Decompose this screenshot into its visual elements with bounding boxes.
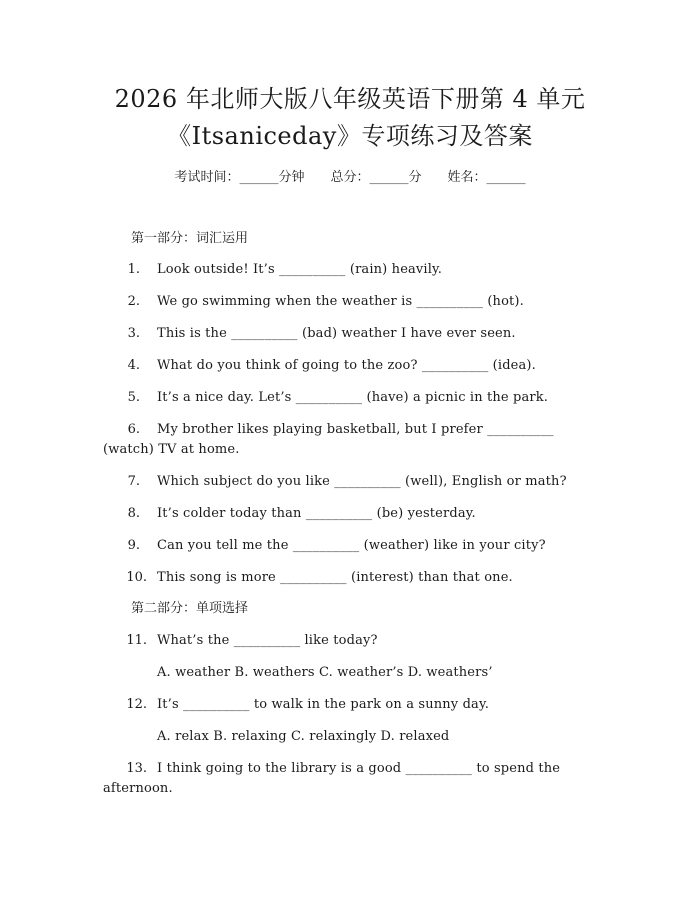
- question-number: 1.: [127, 262, 140, 277]
- exam-name: 姓名：______: [447, 170, 526, 185]
- question-text: What’s the __________ like today?: [157, 633, 378, 648]
- question-text: We go swimming when the weather is __________ (hot).: [157, 294, 524, 309]
- exam-meta: [0, 168, 700, 188]
- question-text: It’s a nice day. Let’s __________ (have) a picnic in the park.: [157, 390, 549, 405]
- question-text: It’s colder today than __________ (be) yesterday.: [157, 506, 476, 521]
- question-options: A. relax B. relaxing C. relaxingly D. relaxed: [157, 729, 450, 744]
- question-number: 3.: [127, 326, 140, 341]
- question-text: Which subject do you like __________ (well), English or math?: [157, 474, 567, 489]
- question-continuation: afternoon.: [103, 781, 173, 796]
- question-text: This is the __________ (bad) weather I have ever seen.: [157, 326, 516, 341]
- question-number: 9.: [127, 538, 140, 553]
- question-text: What do you think of going to the zoo? __________ (idea).: [157, 358, 536, 373]
- question-text: Can you tell me the __________ (weather) like in your city?: [157, 538, 546, 553]
- question-number: 8.: [127, 506, 140, 521]
- question-number: 2.: [127, 294, 140, 309]
- question-number: 4.: [127, 358, 140, 373]
- question-number: 6.: [127, 422, 140, 437]
- question-number: 7.: [127, 474, 140, 489]
- question-number: 11.: [126, 633, 147, 648]
- exam-score: 总分：______分: [330, 170, 422, 185]
- question-text: It’s __________ to walk in the park on a sunny day.: [157, 697, 489, 712]
- document-title-line1: 2026 年北师大版八年级英语下册第 4 单元: [114, 85, 586, 113]
- question-number: 13.: [126, 761, 147, 776]
- question-number: 10.: [126, 570, 147, 585]
- question-text: This song is more __________ (interest) than that one.: [157, 570, 513, 585]
- question-number: 12.: [126, 697, 147, 712]
- exam-time: 考试时间：______分钟: [174, 170, 305, 185]
- question-text: Look outside! It’s __________ (rain) heavily.: [157, 262, 443, 277]
- question-text: My brother likes playing basketball, but I prefer __________: [157, 422, 554, 437]
- part2-heading: 第二部分：单项选择: [131, 601, 249, 616]
- question-continuation: (watch) TV at home.: [103, 442, 240, 457]
- document-title-line2: 《Itsaniceday》专项练习及答案: [167, 122, 533, 150]
- question-options: A. weather B. weathers C. weather’s D. weathers’: [157, 665, 493, 680]
- part1-heading: 第一部分：词汇运用: [131, 231, 249, 246]
- question-number: 5.: [127, 390, 140, 405]
- question-text: I think going to the library is a good __________ to spend the: [157, 761, 561, 776]
